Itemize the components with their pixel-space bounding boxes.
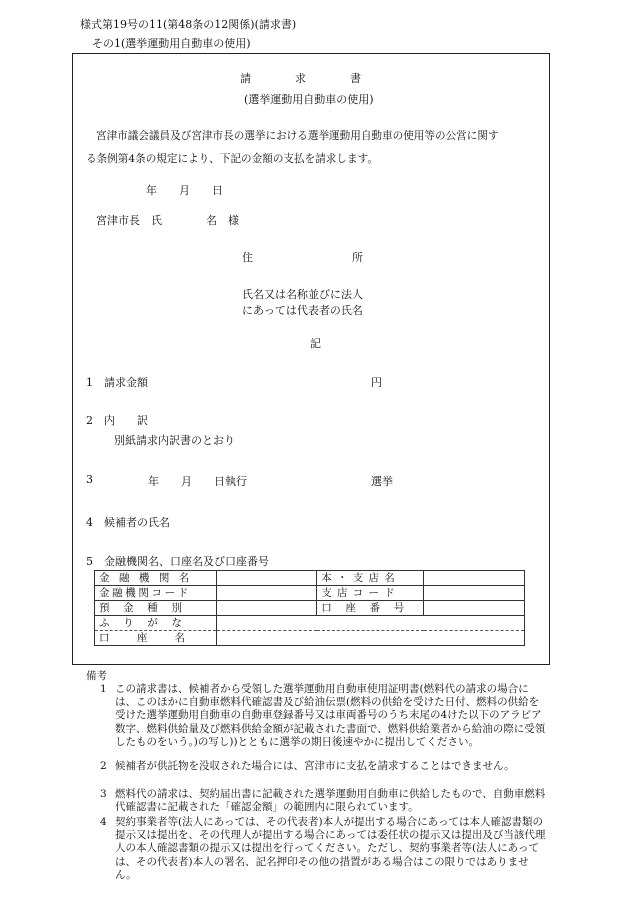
table-row (95, 586, 525, 601)
bank-name-label: 金融機関名 (95, 571, 217, 586)
note-text: 候補者が供託物を没収された場合には、宮津市に支払を請求することはできません。 (115, 760, 515, 772)
address-label: 住 所 (242, 251, 363, 264)
table-row (95, 631, 525, 646)
note-number: 3 (100, 788, 107, 800)
note-number: 1 (100, 683, 107, 695)
deposit-type-field[interactable] (217, 601, 317, 616)
branch-code-field[interactable] (424, 586, 525, 601)
branch-name-label: 本・支店名 (317, 571, 424, 586)
ki-heading: 記 (310, 337, 321, 350)
name-label-line2: にあっては代表者の氏名 (242, 304, 363, 317)
bank-account-table (94, 570, 525, 646)
item3-election-date: 年 月 日執行 (148, 475, 247, 488)
account-number-label: 口座番号 (317, 601, 424, 616)
document-subtitle: (選挙運動用自動車の使用) (244, 93, 374, 106)
account-name-label: 口座名 (95, 631, 217, 646)
item2-breakdown: 2 内 訳 (86, 414, 148, 427)
request-date: 年 月 日 (146, 184, 223, 197)
item1-yen-unit: 円 (371, 376, 382, 389)
bank-code-label: 金融機関コード (95, 586, 217, 601)
table-row (95, 616, 525, 631)
item5-bank-account: 5 金融機関名、口座名及び口座番号 (86, 555, 269, 568)
notes-heading: 備考 (86, 670, 107, 682)
branch-name-field[interactable] (424, 571, 525, 586)
bank-name-field[interactable] (217, 571, 317, 586)
note-item (96, 816, 548, 882)
form-subtitle: その1(選挙運動用自動車の使用) (92, 37, 251, 50)
note-number: 2 (100, 760, 107, 772)
furigana-label: ふりがな (95, 616, 217, 631)
account-number-field[interactable] (424, 601, 525, 616)
bank-code-field[interactable] (217, 586, 317, 601)
deposit-type-label: 預金種別 (95, 601, 217, 616)
note-text: この請求書は、候補者から受領した選挙運動用自動車使用証明書(燃料代の請求の場合には、このほかに自動車燃料代確認書及び給油伝票(燃料の供給を受けた日付、燃料の供給を受けた選挙運動用自動車の自動車登録番号又は車両番号のうち末尾の4けた以下のアラビア数字、燃料供給量及び燃料供給金額が記載された書面で、燃料供給業者から給油の際に受領したものをいう。)の写し))とともに選挙の期日後速やかに提出してください。 (115, 683, 546, 748)
note-item (96, 683, 548, 749)
note-item (96, 788, 548, 814)
note-item (96, 760, 548, 773)
account-name-field[interactable] (217, 631, 525, 646)
form-number: 様式第19号の11(第48条の12関係)(請求書) (80, 18, 297, 31)
intro-text-line1: 宮津市議会議員及び宮津市長の選挙における選挙運動用自動車の使用等の公営に関す (96, 130, 499, 142)
note-number: 4 (100, 816, 107, 828)
branch-code-label: 支店コード (317, 586, 424, 601)
item3-number: 3 (86, 473, 93, 486)
document-title: 請 求 書 (240, 72, 361, 85)
addressee: 宮津市長 氏 名 様 (96, 214, 239, 227)
note-text: 契約事業者等(法人にあっては、その代表者)本人が提出する場合にあっては本人確認書類の提示又は提出を、その代理人が提出する場合にあっては委任状の提示又は提出及び当該代理人の本人確認書類の提示又は提出を行ってください。ただし、契約事業者等(法人にあっては、その代表者)本人の署名、記名押印その他の措置がある場合はこの限りではありません。 (115, 816, 546, 881)
item2-detail: 別紙請求内訳書のとおり (114, 434, 235, 447)
table-row (95, 571, 525, 586)
furigana-field[interactable] (217, 616, 525, 631)
intro-text-line2: る条例第4条の規定により、下記の金額の支払を請求します。 (86, 153, 378, 165)
note-text: 燃料代の請求は、契約届出書に記載された選挙運動用自動車に供給したもので、自動車燃料代確認書に記載された「確認金額」の範囲内に限られています。 (115, 788, 546, 814)
name-label-line1: 氏名又は名称並びに法人 (242, 288, 363, 301)
item1-request-amount: 1 請求金額 (86, 376, 148, 389)
item4-candidate-name: 4 候補者の氏名 (86, 516, 170, 529)
table-row (95, 601, 525, 616)
item3-election: 選挙 (371, 475, 393, 488)
